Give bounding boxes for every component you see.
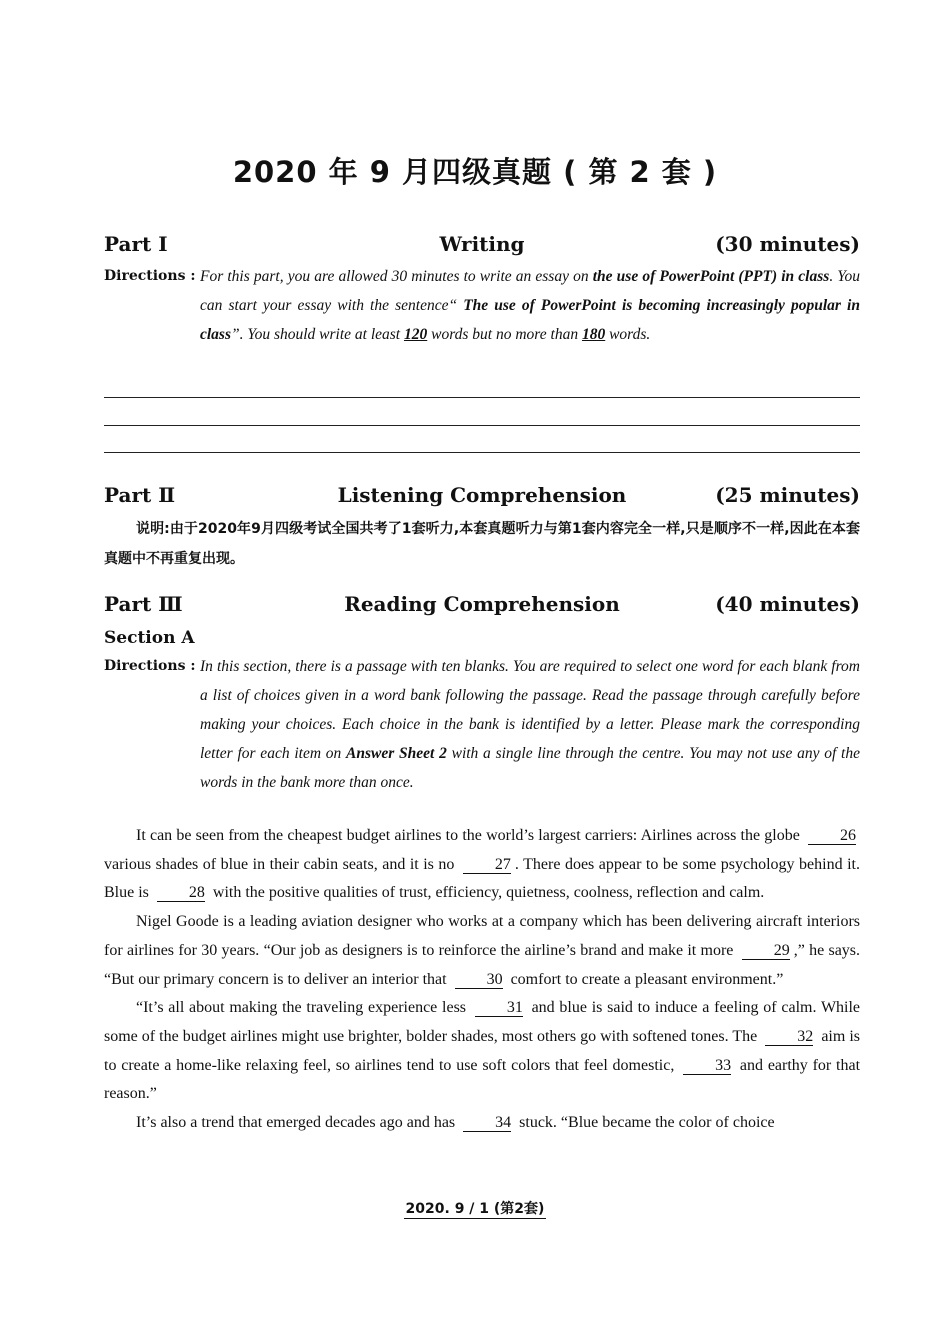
blank-32: 32 — [765, 1028, 813, 1046]
paragraph: “It’s all about making the traveling experience less 31 and blue is said to induce a feeling of calm. While some of the budget airlines might use brighter, bolder shades, most others go with softened tones. The 32 aim is to create a home-like relaxing feel, so airlines tend to use soft colors that feel domestic, 33 and earthy for that reason.” — [104, 999, 861, 1103]
footer-text: 2020. 9 / 1 (第2套) — [405, 1201, 545, 1217]
part1-name: Writing — [439, 232, 525, 256]
part3-name: Reading Comprehension — [344, 592, 620, 616]
paragraph: It’s also a trend that emerged decades ago and has 34 stuck. “Blue became the color of choice — [136, 1114, 775, 1132]
reading-passage — [104, 822, 860, 1138]
part1-directions — [104, 262, 860, 349]
answer-line — [104, 452, 860, 453]
blank-30: 30 — [455, 971, 503, 989]
blank-34: 34 — [463, 1114, 511, 1132]
part2-header — [104, 483, 860, 511]
answer-line — [104, 425, 860, 426]
directions-label: Directions : — [104, 658, 196, 674]
page-footer — [0, 1198, 950, 1218]
part1-time: (30 minutes) — [715, 232, 860, 256]
part3-header — [104, 592, 860, 620]
paragraph: Nigel Goode is a leading aviation designer who works at a company which has been delivering aircraft interiors for airlines for 30 years. “Our job as designers is to reinforce the airline’s brand and make it more 29 ,” he says. “But our primary concern is to deliver an interior that 30 comfort to create a pleasant environment.” — [104, 913, 861, 988]
part2-label: Part Ⅱ — [104, 483, 176, 507]
blank-26: 26 — [808, 827, 856, 845]
directions-text: In this section, there is a passage with ten blanks. You are required to select one word for each blank from a list of choices given in a word bank following the passage. Read the passage through carefully before making your choices. Each choice in the bank is identified by a letter. Please mark the corresponding letter for each item on Answer Sheet 2 with a single line through the centre. You may not use any of the words in the bank more than once. — [200, 658, 860, 791]
blank-31: 31 — [475, 999, 523, 1017]
answer-line — [104, 397, 860, 398]
part2-name: Listening Comprehension — [337, 483, 627, 507]
directions-text: For this part, you are allowed 30 minutes to write an essay on the use of PowerPoint (PPT) in class. You can start your essay with the sentence“ The use of PowerPoint is becoming increasingly popular in class”. You should write at least 120 words but no more than 180 words. — [200, 268, 861, 343]
blank-33: 33 — [683, 1057, 731, 1075]
part3-directions — [104, 652, 860, 797]
part3-time: (40 minutes) — [715, 592, 860, 616]
page-title: 2020 年 9 月四级真题 ( 第 2 套 ) — [232, 155, 718, 189]
part2-time: (25 minutes) — [715, 483, 860, 507]
section-title: Section A — [104, 628, 195, 648]
blank-27: 27 — [463, 856, 511, 874]
listening-note: 说明:由于2020年9月四级考试全国共考了1套听力,本套真题听力与第1套内容完全一样,只是顺序不一样,因此在本套真题中不再重复出现。 — [104, 521, 860, 567]
blank-29: 29 — [742, 942, 790, 960]
blank-28: 28 — [157, 884, 205, 902]
part3-label: Part Ⅲ — [104, 592, 183, 616]
part1-label: Part Ⅰ — [104, 232, 168, 256]
directions-label: Directions : — [104, 268, 196, 284]
paragraph: It can be seen from the cheapest budget airlines to the world’s largest carriers: Airlines across the globe 26 various shades of blue in their cabin seats, and it is no 27 . There does appear to be some psychology behind it. Blue is 28 with the positive qualities of trust, efficiency, quietness, coolness, reflection and calm. — [104, 827, 861, 902]
part1-header — [104, 232, 860, 260]
